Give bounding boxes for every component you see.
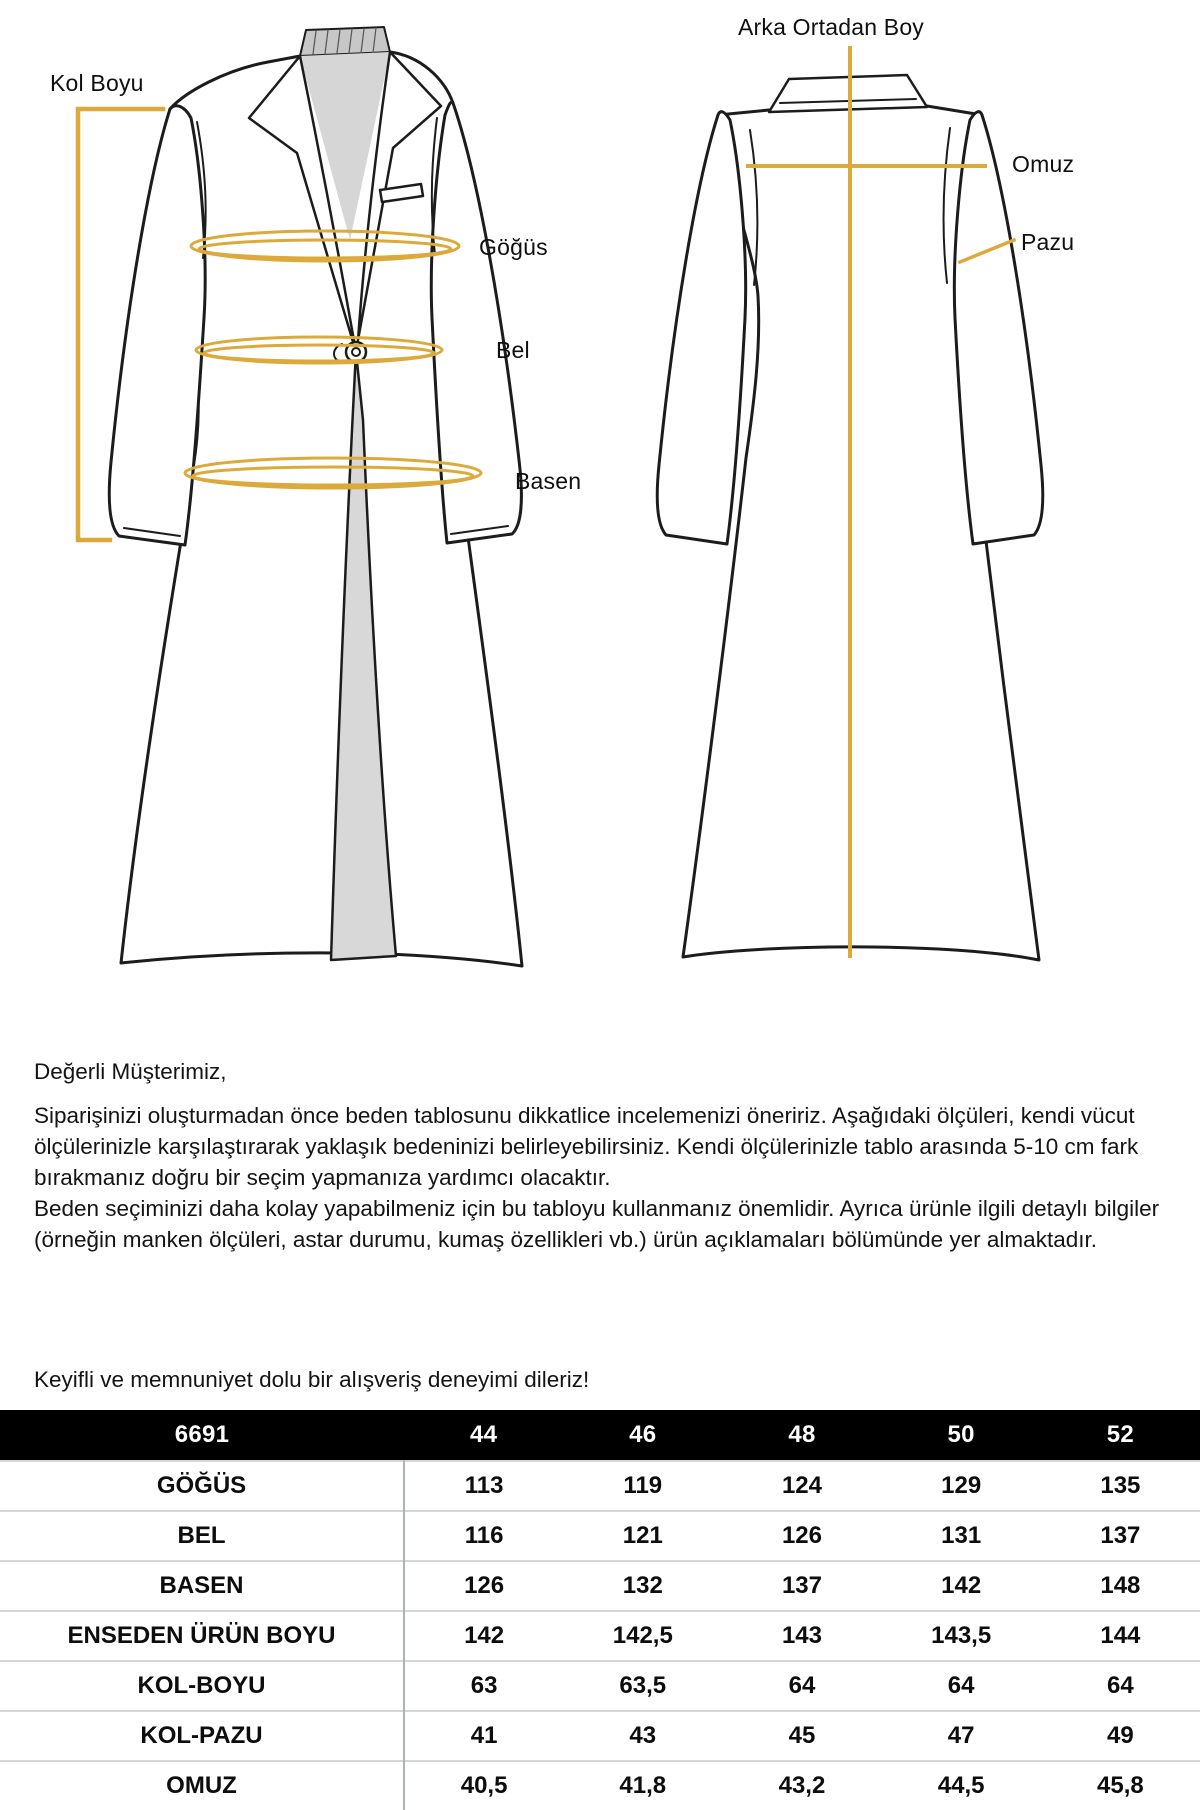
table-row <box>0 1511 1200 1561</box>
label-shoulder: Omuz <box>1012 151 1075 177</box>
table-row <box>0 1761 1200 1810</box>
size-value-cell: 113 <box>404 1461 563 1511</box>
row-label: GÖĞÜS <box>0 1461 404 1511</box>
size-value-cell: 63 <box>404 1661 563 1711</box>
front-coat-drawing <box>109 27 522 966</box>
label-hip: Basen <box>515 468 582 494</box>
size-value-cell: 144 <box>1041 1611 1200 1661</box>
row-label: OMUZ <box>0 1761 404 1810</box>
size-value-cell: 63,5 <box>563 1661 722 1711</box>
header-size-46: 46 <box>563 1410 722 1461</box>
table-row <box>0 1711 1200 1761</box>
size-value-cell: 43,2 <box>722 1761 881 1810</box>
size-value-cell: 43 <box>563 1711 722 1761</box>
size-table <box>0 1410 1200 1810</box>
closing-text: Keyifli ve memnuniyet dolu bir alışveriş deneyimi dileriz! <box>34 1367 590 1392</box>
label-back-center-length: Arka Ortadan Boy <box>738 14 925 40</box>
row-label: BASEN <box>0 1561 404 1611</box>
size-value-cell: 64 <box>882 1661 1041 1711</box>
label-waist: Bel <box>496 337 530 363</box>
table-row <box>0 1661 1200 1711</box>
table-row <box>0 1611 1200 1661</box>
table-row <box>0 1461 1200 1511</box>
size-value-cell: 137 <box>1041 1511 1200 1561</box>
row-label: BEL <box>0 1511 404 1561</box>
size-table-body <box>0 1461 1200 1810</box>
size-value-cell: 124 <box>722 1461 881 1511</box>
size-value-cell: 142 <box>882 1561 1041 1611</box>
size-value-cell: 40,5 <box>404 1761 563 1810</box>
row-label: KOL-BOYU <box>0 1661 404 1711</box>
size-value-cell: 132 <box>563 1561 722 1611</box>
row-label: ENSEDEN ÜRÜN BOYU <box>0 1611 404 1661</box>
size-table-header-row <box>0 1410 1200 1461</box>
size-value-cell: 47 <box>882 1711 1041 1761</box>
label-sleeve-length: Kol Boyu <box>50 70 144 96</box>
size-value-cell: 44,5 <box>882 1761 1041 1810</box>
size-value-cell: 148 <box>1041 1561 1200 1611</box>
header-size-52: 52 <box>1041 1410 1200 1461</box>
size-value-cell: 119 <box>563 1461 722 1511</box>
size-value-cell: 143 <box>722 1611 881 1661</box>
label-chest: Göğüs <box>479 234 548 260</box>
size-value-cell: 41,8 <box>563 1761 722 1810</box>
row-label: KOL-PAZU <box>0 1711 404 1761</box>
size-value-cell: 126 <box>404 1561 563 1611</box>
info-paragraph-2: Beden seçiminizi daha kolay yapabilmeniz için bu tabloyu kullanmanız önemlidir. Ayrıca ürünle ilgili detaylı bilgiler (örneğin manken ölçüleri, astar durumu, kumaş özellikleri vb.) ürün açıklamaları bölümünde yer almaktadır. <box>34 1196 1160 1252</box>
size-value-cell: 137 <box>722 1561 881 1611</box>
size-value-cell: 126 <box>722 1511 881 1561</box>
size-value-cell: 143,5 <box>882 1611 1041 1661</box>
size-value-cell: 135 <box>1041 1461 1200 1511</box>
header-size-50: 50 <box>882 1410 1041 1461</box>
size-value-cell: 116 <box>404 1511 563 1561</box>
customer-info-text <box>34 1056 1174 1255</box>
size-value-cell: 142,5 <box>563 1611 722 1661</box>
header-size-44: 44 <box>404 1410 563 1461</box>
size-value-cell: 142 <box>404 1611 563 1661</box>
size-value-cell: 45,8 <box>1041 1761 1200 1810</box>
label-bicep: Pazu <box>1021 229 1075 255</box>
greeting-text: Değerli Müşterimiz, <box>34 1059 227 1084</box>
size-value-cell: 64 <box>1041 1661 1200 1711</box>
header-size-48: 48 <box>722 1410 881 1461</box>
size-value-cell: 129 <box>882 1461 1041 1511</box>
size-value-cell: 41 <box>404 1711 563 1761</box>
info-paragraph-1: Siparişinizi oluşturmadan önce beden tablosunu dikkatlice incelemenizi öneririz. Aşağıdaki ölçüleri, kendi vücut ölçülerinizle karşılaştırarak yaklaşık bedeninizi belirleyebilirsiniz. Kendi ölçülerinizle tablo arasında 5-10 cm fark bırakmanız doğru bir seçim yapmanıza yardımcı olacaktır. <box>34 1103 1139 1190</box>
table-row <box>0 1561 1200 1611</box>
size-value-cell: 121 <box>563 1511 722 1561</box>
size-value-cell: 64 <box>722 1661 881 1711</box>
size-value-cell: 131 <box>882 1511 1041 1561</box>
size-value-cell: 49 <box>1041 1711 1200 1761</box>
header-product-code: 6691 <box>0 1410 404 1461</box>
size-value-cell: 45 <box>722 1711 881 1761</box>
